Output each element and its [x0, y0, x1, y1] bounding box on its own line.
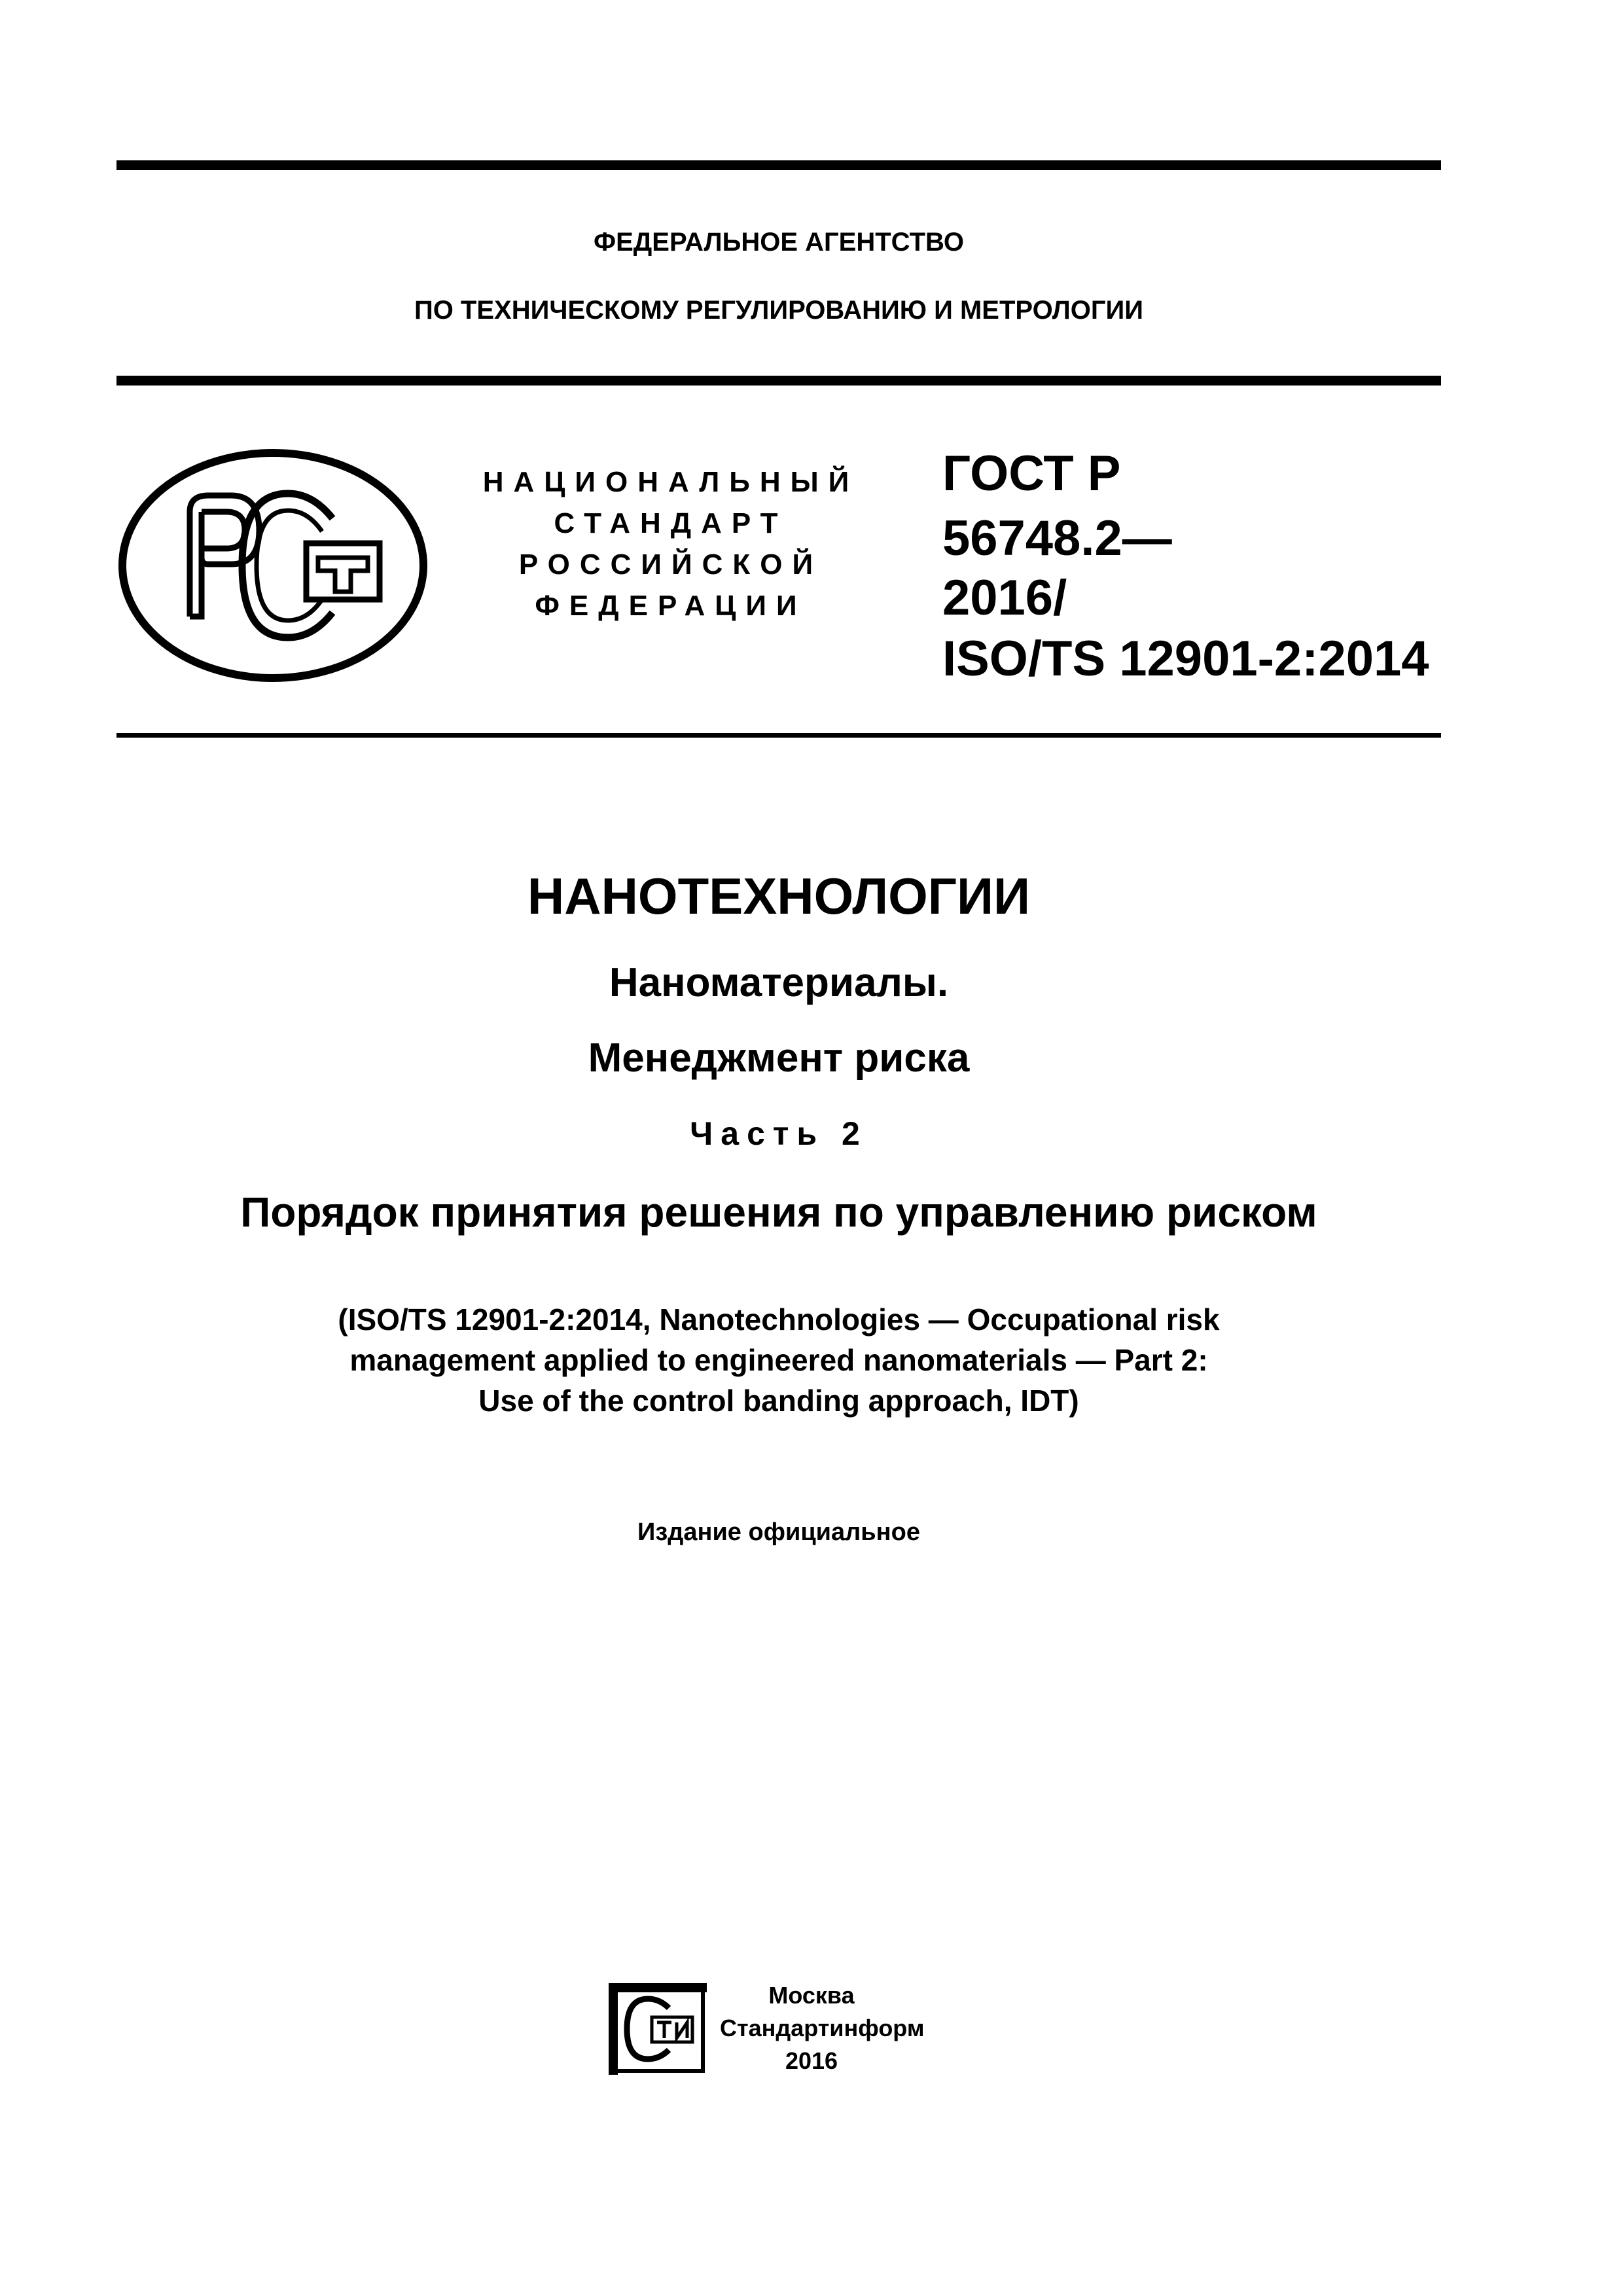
original-ref-line-3: Use of the control banding approach, IDT) — [478, 1384, 1079, 1418]
imprint-publisher: Стандартинформ — [720, 2015, 925, 2041]
designation-line-2: 56748.2— — [942, 511, 1172, 566]
top-rule — [116, 160, 1441, 170]
edition-label: Издание официальное — [637, 1518, 920, 1546]
standard-kind-line-4: ФЕДЕРАЦИИ — [535, 590, 807, 622]
imprint-city: Москва — [768, 1982, 855, 2009]
original-ref-line-2: management applied to engineered nanomaterials — Part 2: — [349, 1343, 1208, 1377]
part-number: Часть 2 — [690, 1115, 868, 1152]
standard-kind-line-1: НАЦИОНАЛЬНЫЙ — [482, 466, 859, 498]
header-bottom-rule — [116, 733, 1441, 738]
agency-line-1: ФЕДЕРАЛЬНОЕ АГЕНТСТВО — [593, 228, 965, 257]
imprint-year: 2016 — [785, 2047, 838, 2074]
title-main: НАНОТЕХНОЛОГИИ — [527, 867, 1031, 925]
agency-rule — [116, 376, 1441, 386]
designation-line-3: 2016/ — [942, 570, 1067, 626]
standard-kind-line-3: РОССИЙСКОЙ — [518, 548, 823, 581]
part-title: Порядок принятия решения по управлению риском — [240, 1189, 1317, 1236]
title-sub-1: Наноматериалы. — [609, 960, 949, 1005]
agency-line-2: ПО ТЕХНИЧЕСКОМУ РЕГУЛИРОВАНИЮ И МЕТРОЛОГИИ — [414, 296, 1144, 325]
original-ref-line-1: (ISO/TS 12901-2:2014, Nanotechnologies — Occupational risk — [338, 1302, 1220, 1336]
designation-line-4: ISO/TS 12901-2:2014 — [942, 631, 1429, 687]
gost-r-logo-icon — [116, 446, 429, 685]
standartinform-logo-icon — [609, 1983, 707, 2075]
standard-kind-line-2: СТАНДАРТ — [554, 507, 788, 539]
title-sub-2: Менеджмент риска — [588, 1035, 970, 1081]
designation-line-1: ГОСТ Р — [942, 446, 1121, 501]
